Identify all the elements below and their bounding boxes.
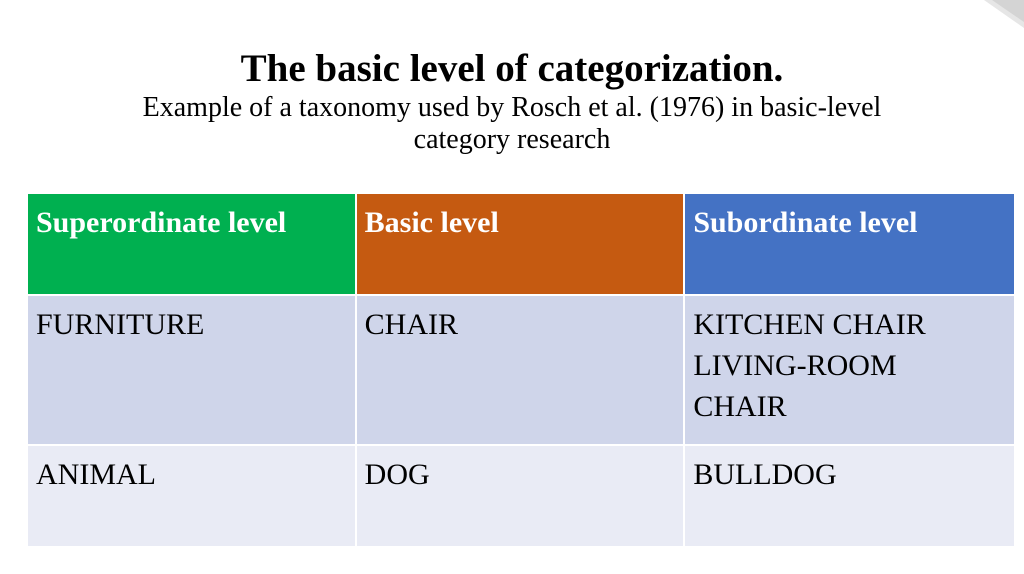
cell-basic: DOG	[356, 445, 685, 547]
taxonomy-table	[26, 192, 1016, 548]
slide-subtitle: Example of a taxonomy used by Rosch et al. (1976) in basic-level category research	[142, 92, 882, 155]
subordinate-line: LIVING-ROOM	[693, 349, 897, 382]
cell-superordinate: ANIMAL	[27, 445, 356, 547]
corner-page-curl	[984, 0, 1024, 28]
table-header-row	[27, 193, 1015, 295]
table-row	[27, 295, 1015, 445]
slide-title: The basic level of categorization.	[240, 47, 784, 90]
subordinate-line: CHAIR	[693, 390, 787, 423]
header-subordinate: Subordinate level	[684, 193, 1015, 295]
slide-title-block	[0, 46, 1024, 156]
cell-superordinate: FURNITURE	[27, 295, 356, 445]
header-superordinate: Superordinate level	[27, 193, 356, 295]
table-row	[27, 445, 1015, 547]
subordinate-line: KITCHEN CHAIR	[693, 308, 926, 341]
header-basic: Basic level	[356, 193, 685, 295]
cell-subordinate	[684, 445, 1015, 547]
subordinate-line: BULLDOG	[693, 458, 837, 491]
cell-basic: CHAIR	[356, 295, 685, 445]
cell-subordinate	[684, 295, 1015, 445]
